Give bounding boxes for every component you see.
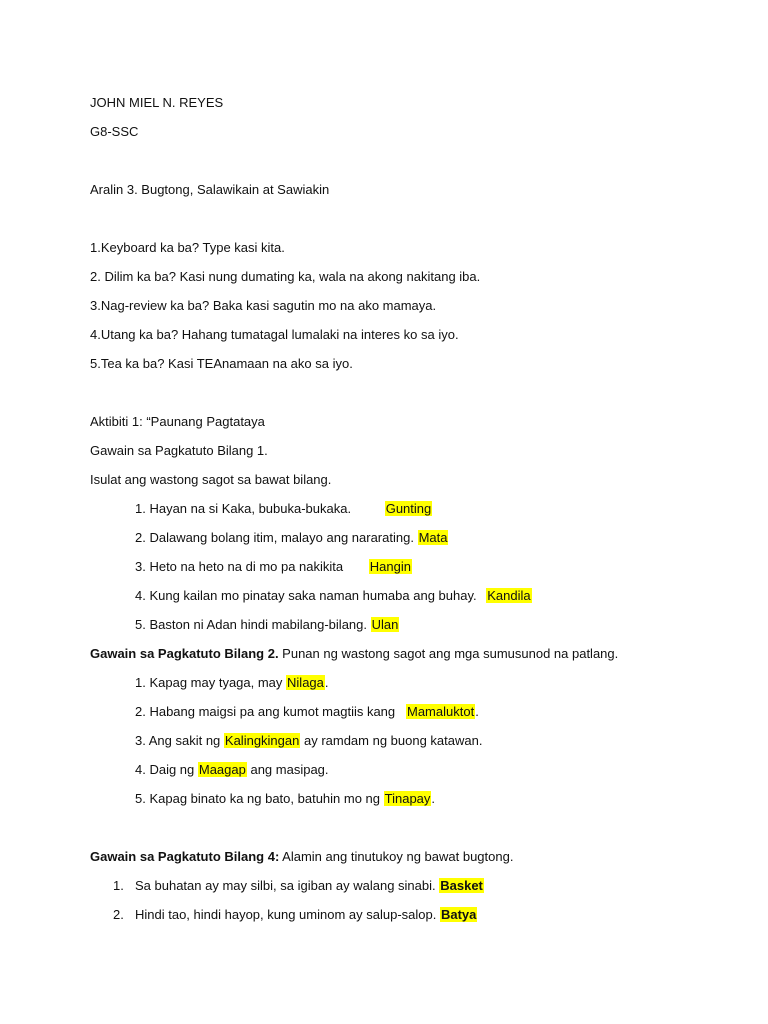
answer-highlight: Nilaga — [287, 675, 324, 690]
list-item — [135, 761, 329, 779]
student-section: G8-SSC — [90, 124, 139, 139]
question-text: . — [324, 675, 329, 690]
answer-highlight: Ulan — [371, 617, 399, 632]
list-item — [135, 732, 482, 750]
question-text: 4. Kung kailan mo pinatay saka naman humaba ang buhay. — [135, 588, 477, 603]
question-text: Sa buhatan ay may silbi, sa igiban ay walang sinabi. — [135, 878, 436, 893]
list-item — [113, 906, 477, 924]
answer-highlight: Kalingkingan — [224, 733, 300, 748]
question-text: ay ramdam ng buong katawan. — [300, 733, 483, 748]
question-text: 2. Habang maigsi pa ang kumot magtiis kang — [135, 704, 406, 719]
question-text: 1. Kapag may tyaga, may — [135, 675, 287, 690]
gawain1-title: Gawain sa Pagkatuto Bilang 1. — [90, 443, 268, 458]
gawain4-title: Gawain sa Pagkatuto Bilang 4: — [90, 849, 280, 864]
list-item — [135, 790, 435, 808]
question-text: ang masipag. — [246, 762, 329, 777]
answer-highlight: Batya — [440, 907, 477, 922]
question-text: Hindi tao, hindi hayop, kung uminom ay salup-salop. — [135, 907, 437, 922]
list-item — [135, 674, 329, 692]
gawain2-title: Gawain sa Pagkatuto Bilang 2. — [90, 646, 279, 661]
answer-highlight: Hangin — [369, 559, 411, 574]
item-number: 2. — [113, 907, 124, 922]
answer-highlight: Basket — [440, 878, 483, 893]
gawain1-instruction: Isulat ang wastong sagot sa bawat bilang. — [90, 472, 332, 487]
answer-highlight: Gunting — [385, 501, 432, 516]
list-item: 5.Tea ka ba? Kasi TEAnamaan na ako sa iyo. — [90, 356, 353, 371]
question-text: . — [475, 704, 479, 719]
list-item — [135, 529, 448, 547]
answer-highlight: Kandila — [487, 588, 531, 603]
gawain2-instruction: Punan ng wastong sagot ang mga sumusunod na patlang. — [278, 646, 619, 661]
question-text: 1. Hayan na si Kaka, bubuka-bukaka. — [135, 501, 352, 516]
question-text: 2. Dalawang bolang itim, malayo ang nararating. — [135, 530, 414, 545]
lesson-title: Aralin 3. Bugtong, Salawikain at Sawiakin — [90, 182, 330, 197]
student-name: JOHN MIEL N. REYES — [90, 95, 224, 110]
question-text: 4. Daig ng — [135, 762, 198, 777]
gawain2-heading — [90, 645, 618, 663]
list-item: 1.Keyboard ka ba? Type kasi kita. — [90, 240, 285, 255]
question-text: . — [431, 791, 436, 806]
question-text: 5. Kapag binato ka ng bato, batuhin mo ng — [135, 791, 384, 806]
aktibiti-title: Aktibiti 1: “Paunang Pagtataya — [90, 414, 265, 429]
question-text: 5. Baston ni Adan hindi mabilang-bilang. — [135, 617, 367, 632]
list-item — [135, 616, 399, 634]
question-text: 3. Heto na heto na di mo pa nakikita — [135, 559, 344, 574]
list-item: 3.Nag-review ka ba? Baka kasi sagutin mo na ako mamaya. — [90, 298, 437, 313]
list-item — [113, 877, 484, 895]
question-text: 3. Ang sakit ng — [135, 733, 224, 748]
list-item — [135, 500, 432, 518]
list-item — [135, 587, 532, 605]
answer-highlight: Mamaluktot — [406, 704, 475, 719]
list-item: 2. Dilim ka ba? Kasi nung dumating ka, wala na akong nakitang iba. — [90, 269, 481, 284]
list-item: 4.Utang ka ba? Hahang tumatagal lumalaki na interes ko sa iyo. — [90, 327, 459, 342]
list-item — [135, 558, 412, 576]
gawain4-instruction: Alamin ang tinutukoy ng bawat bugtong. — [279, 849, 514, 864]
list-item — [135, 703, 479, 721]
item-number: 1. — [113, 878, 124, 893]
answer-highlight: Mata — [418, 530, 448, 545]
gawain4-heading — [90, 848, 513, 866]
answer-highlight: Tinapay — [384, 791, 431, 806]
answer-highlight: Maagap — [198, 762, 246, 777]
